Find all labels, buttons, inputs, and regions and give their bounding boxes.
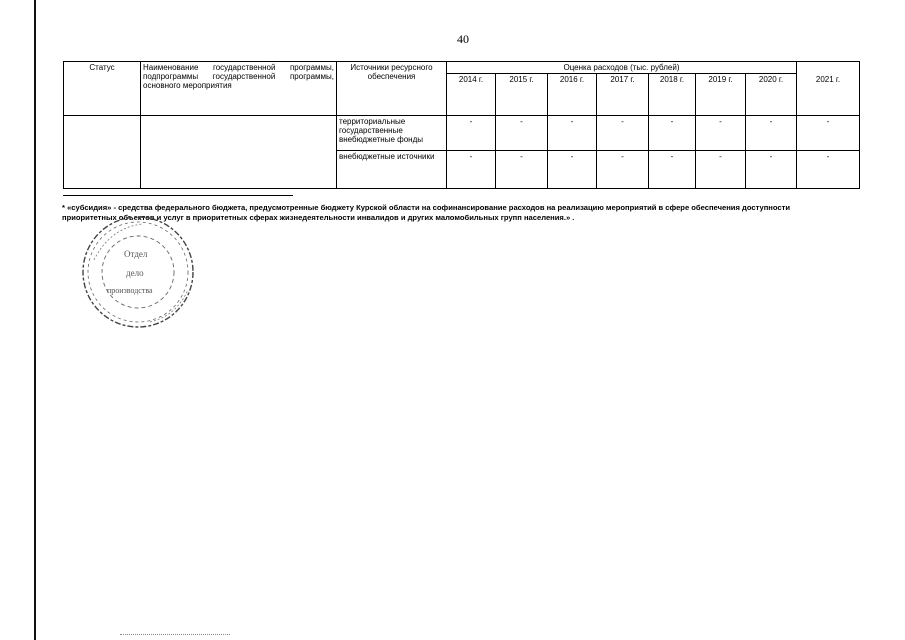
header-estimate: Оценка расходов (тыс. рублей) (447, 62, 797, 74)
status-cell (64, 116, 141, 189)
stamp-text: дело (126, 268, 144, 278)
source-cell: территориальные государственные внебюджетные фонды (337, 116, 447, 151)
footnote-separator (63, 195, 293, 196)
value-cell: - (548, 151, 597, 189)
value-cell: - (447, 116, 496, 151)
stamp-text: Отдел (124, 249, 148, 259)
header-program-name: Наименование государственной программы, подпрограммы государственной программы, основного мероприятия (141, 62, 337, 116)
program-name-cell (141, 116, 337, 189)
header-year: 2020 г. (746, 74, 797, 116)
budget-table (63, 61, 860, 189)
header-year: 2019 г. (696, 74, 746, 116)
official-stamp-icon (80, 212, 198, 334)
value-cell: - (496, 151, 548, 189)
value-cell: - (797, 151, 860, 189)
header-blank-cell (797, 62, 860, 74)
value-cell: - (746, 151, 797, 189)
header-year: 2021 г. (797, 74, 860, 116)
footnote: * «субсидия» - средства федерального бюджета, предусмотренные бюджету Курской области на софинансирование расходов на реализацию мероприятий в сфере обеспечения доступности приоритетных объектов и услуг в приоритетных сферах жизнедеятельности инвалидов и других маломобильных групп населения.» . (62, 203, 791, 222)
header-year: 2014 г. (447, 74, 496, 116)
value-cell: - (696, 151, 746, 189)
value-cell: - (649, 116, 696, 151)
value-cell: - (597, 151, 649, 189)
source-cell: внебюджетные источники (337, 151, 447, 189)
value-cell: - (496, 116, 548, 151)
page-left-border (34, 0, 36, 640)
value-cell: - (746, 116, 797, 151)
value-cell: - (797, 116, 860, 151)
value-cell: - (548, 116, 597, 151)
table-row (64, 116, 860, 151)
header-sources: Источники ресурсного обеспечения (337, 62, 447, 116)
header-year: 2017 г. (597, 74, 649, 116)
value-cell: - (649, 151, 696, 189)
header-year: 2016 г. (548, 74, 597, 116)
scan-artifact (120, 634, 230, 637)
value-cell: - (597, 116, 649, 151)
value-cell: - (696, 116, 746, 151)
header-year: 2015 г. (496, 74, 548, 116)
header-year: 2018 г. (649, 74, 696, 116)
value-cell: - (447, 151, 496, 189)
stamp-text: производства (107, 286, 153, 295)
header-status: Статус (64, 62, 141, 116)
page-number: 40 (457, 32, 469, 46)
